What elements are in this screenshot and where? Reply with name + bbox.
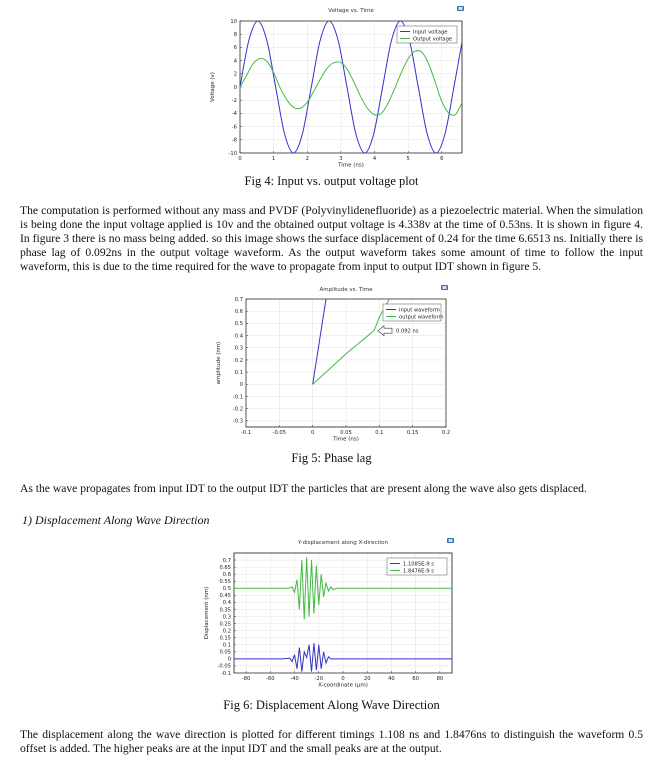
legend-label: input waveform: [399, 307, 440, 314]
y-tick-label: 0.55: [219, 579, 231, 586]
legend-label: output waveform: [399, 314, 444, 321]
x-tick-label: 6: [440, 156, 444, 162]
export-icon-screen: [443, 286, 447, 289]
x-tick-label: -40: [290, 676, 299, 682]
phase-lag-annotation: 0.092 ns: [396, 328, 419, 335]
legend-label: Input voltage: [413, 29, 448, 36]
x-tick-label: 5: [406, 156, 410, 162]
paragraph-2: As the wave propagates from input IDT to the output IDT the particles that are present along the wave also gets displaced.: [20, 482, 587, 495]
x-tick-label: -80: [241, 676, 251, 682]
x-tick-label: 0.1: [375, 430, 384, 436]
y-tick-label: 0.45: [219, 593, 231, 600]
legend-label: 1.1085E-9 s: [403, 561, 434, 568]
y-tick-label: 0.05: [219, 649, 231, 656]
x-tick-label: 20: [363, 676, 371, 682]
figure-4: [200, 4, 468, 174]
y-tick-label: 0.4: [234, 333, 243, 340]
displacement-chart: [196, 536, 458, 696]
x-tick-label: 0: [341, 676, 345, 682]
y-tick-label: 0.6: [234, 308, 243, 315]
y-tick-label: 4: [233, 58, 237, 65]
legend-label: 1.8476E-9 s: [403, 568, 434, 575]
y-tick-label: 0.5: [222, 586, 231, 593]
y-tick-label: -2: [231, 98, 237, 104]
y-tick-label: 0.65: [219, 564, 231, 571]
figure-5-caption: Fig 5: Phase lag: [291, 451, 372, 465]
x-tick-label: -0.05: [272, 430, 287, 436]
paragraph-1: The computation is performed without any mass and PVDF (Polyvinylidenefluoride) as a piezoelectric material. When the simulation is being done the input voltage applied is 10v and the obtained output voltage is 4.338v at the time of 0.53ns. It is shown in figure 4. In figure 3 there is no mass being added. so this image shows the surface displacement of 0.24 for the time 6.6513 ns. Initially there is phase lag of 0.092ns in the output voltage waveform. As the output waveform takes some amount of time to follow the input waveform, this is due to the time required for the wave to propagate from input to output IDT shown in figure 5.: [20, 204, 643, 273]
y-tick-label: 8: [233, 32, 237, 38]
export-icon-screen: [459, 7, 463, 10]
y-tick-label: 0.4: [222, 600, 231, 607]
x-tick-label: 0.15: [406, 430, 419, 436]
x-tick-label: 40: [388, 676, 395, 682]
y-tick-label: 2: [233, 71, 237, 78]
y-tick-label: -0.1: [220, 670, 231, 677]
figure-5: [208, 284, 470, 450]
x-tick-label: 80: [436, 676, 444, 682]
x-tick-label: 0: [311, 430, 315, 436]
chart-title: Amplitude vs. Time: [319, 287, 373, 293]
y-tick-label: 0.7: [234, 296, 243, 303]
x-tick-label: 2: [305, 156, 309, 162]
x-tick-label: 3: [339, 156, 343, 162]
x-tick-label: 4: [372, 156, 377, 162]
y-axis-label: Displacement (nm): [204, 586, 210, 640]
y-tick-label: 0.3: [222, 614, 231, 621]
section-heading: 1) Displacement Along Wave Direction: [22, 513, 210, 527]
figure-6-caption: Fig 6: Displacement Along Wave Direction: [223, 698, 440, 712]
legend-label: Output voltage: [413, 36, 453, 43]
x-tick-label: 1: [271, 156, 276, 162]
y-tick-label: 0.15: [219, 635, 231, 642]
y-tick-label: 0.5: [234, 321, 243, 328]
y-tick-label: 0.1: [222, 642, 231, 649]
y-tick-label: 6: [233, 45, 237, 52]
y-tick-label: 0: [239, 382, 243, 389]
y-tick-label: -0.3: [232, 418, 243, 425]
x-tick-label: 0: [238, 156, 242, 162]
x-tick-label: -60: [266, 676, 275, 682]
y-tick-label: -6: [231, 124, 237, 131]
y-tick-label: -10: [228, 150, 237, 157]
y-tick-label: 0.2: [222, 628, 231, 635]
y-tick-label: 0.2: [234, 357, 243, 364]
y-tick-label: 0.35: [219, 607, 231, 614]
y-tick-label: -4: [231, 111, 237, 118]
y-tick-label: 0.25: [219, 621, 231, 628]
export-icon: [441, 285, 448, 290]
y-tick-label: 0.3: [234, 345, 243, 352]
y-tick-label: 0.6: [222, 571, 231, 578]
x-tick-label: -0.1: [240, 430, 252, 436]
figure-6: [196, 536, 458, 696]
y-tick-label: 0.1: [234, 369, 243, 376]
y-tick-label: -0.05: [217, 663, 231, 670]
figure-4-caption: Fig 4: Input vs. output voltage plot: [244, 174, 419, 188]
x-axis-label: X-coordinate (μm): [318, 682, 368, 689]
y-tick-label: -8: [231, 137, 237, 144]
y-axis-label: Voltage (v): [210, 72, 216, 102]
paragraph-3: The displacement along the wave direction is plotted for different timings 1.108 ns and 1.8476ns to distinguish the waveform 0.5 offset is added. The higher peaks are at the input IDT and the small peaks are at the output.: [20, 728, 643, 755]
y-tick-label: -0.2: [232, 406, 243, 413]
x-tick-label: 0.2: [441, 430, 451, 436]
y-axis-label: amplitude (nm): [216, 341, 222, 385]
chart-title: Y-displacement along X-direction: [297, 540, 389, 546]
y-tick-label: 0: [233, 84, 237, 91]
x-tick-label: -20: [314, 676, 324, 682]
x-tick-label: 60: [412, 676, 419, 682]
export-icon-screen: [449, 539, 453, 542]
x-axis-label: Time (ns): [333, 436, 359, 443]
chart-title: Voltage vs. Time: [328, 8, 374, 14]
y-tick-label: 10: [230, 18, 237, 25]
x-tick-label: 0.05: [340, 430, 352, 436]
x-axis-label: Time (ns): [338, 162, 364, 169]
export-icon: [457, 6, 464, 11]
export-icon: [447, 538, 454, 543]
y-tick-label: 0.7: [222, 557, 231, 564]
amplitude-vs-time-chart: [208, 284, 470, 450]
y-tick-label: 0: [227, 656, 231, 663]
voltage-vs-time-chart: [200, 4, 468, 174]
y-tick-label: -0.1: [232, 394, 243, 401]
